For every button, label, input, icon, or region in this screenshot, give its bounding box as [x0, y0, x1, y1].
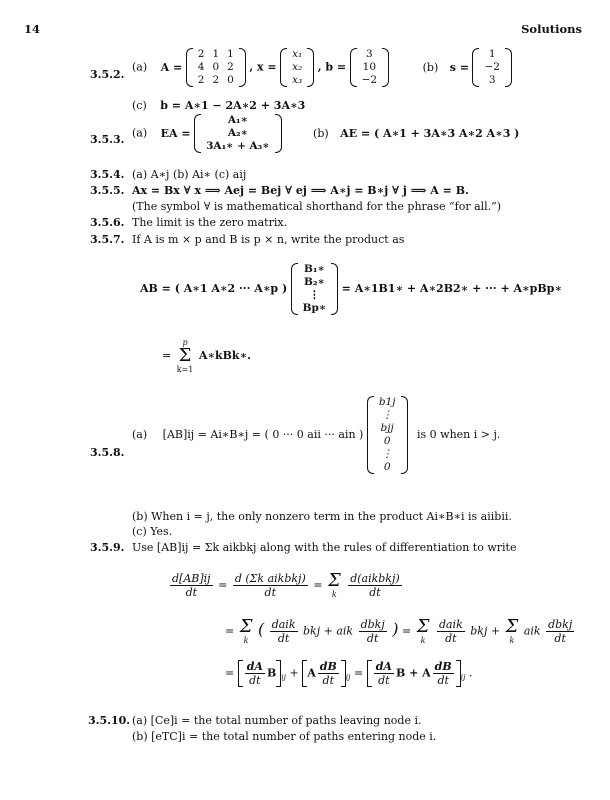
- problem-358-a: [132, 396, 500, 474]
- sum-upper: p: [182, 338, 188, 347]
- vector-b: [350, 48, 389, 87]
- matrix-A-entry: 4: [197, 61, 205, 73]
- part-b: (b): [313, 126, 329, 140]
- EA-lhs: EA =: [160, 126, 191, 140]
- s-lhs: s =: [449, 60, 469, 74]
- problem-355-line2: (The symbol ∀ is mathematical shorthand for the phrase “for all.”): [132, 200, 502, 213]
- matrix-A-entry: 2: [197, 48, 205, 60]
- problem-357-sum: = p Σ k=1 A∗kBk∗.: [162, 338, 251, 374]
- b-combination: b = A∗1 − 2A∗2 + 3A∗3: [160, 99, 306, 112]
- column-b-entry: 0: [383, 435, 391, 447]
- part-a: (a): [132, 126, 148, 140]
- page-header: [24, 22, 582, 38]
- problem-label-359: 3.5.9.: [90, 541, 125, 554]
- column-vector-b: [367, 396, 408, 474]
- part-a: (a): [132, 60, 148, 74]
- column-b-entry: 0: [383, 461, 391, 473]
- AE-expression: AE = ( A∗1 + 3A∗3 A∗2 A∗3 ): [340, 126, 520, 140]
- matrix-A-entry: 0: [227, 74, 234, 86]
- sum-symbol: p Σ k=1: [176, 338, 194, 374]
- column-b-entry: ⋮: [381, 409, 393, 421]
- AB-lhs: AB = ( A∗1 A∗2 ··· A∗p ): [140, 282, 288, 295]
- problem-355-line1: Ax = Bx ∀ x ⟹ Aej = Bej ∀ ej ⟹ A∗j = B∗j ∀ j ⟹ A = B.: [132, 184, 469, 197]
- vector-s-entry: −2: [484, 61, 500, 73]
- part-b: (b): [422, 60, 439, 74]
- problem-3510-a: (a) [Ce]i = the total number of paths leaving node i.: [132, 714, 422, 727]
- derivation-line-1: $\frac{d[AB]ij}{dt}$ = $\frac{\text{d (Σk aikbkj)}}{dt}$ = Σ k $\frac{\text{d(aikbkj)}}{dt}$: [172, 570, 400, 599]
- problem-label-355: 3.5.5.: [90, 184, 125, 197]
- problem-357-product: [140, 263, 562, 315]
- section-title: Solutions: [521, 22, 582, 36]
- matrix-B-row: Bp∗: [302, 302, 327, 314]
- matrix-A-entry: 2: [212, 74, 220, 86]
- matrix-B-rows: [291, 263, 338, 315]
- vector-b-entry: −2: [361, 74, 378, 86]
- problem-358-c: (c) Yes.: [132, 525, 173, 538]
- problem-label-357: 3.5.7.: [90, 233, 125, 246]
- rhs-text: is 0 when i > j.: [417, 428, 501, 441]
- problem-label-3510: 3.5.10.: [88, 714, 131, 727]
- A-lhs: A =: [160, 60, 183, 74]
- problem-359-text: Use [AB]ij = Σk aikbkj along with the rules of differentiation to write: [132, 541, 517, 554]
- matrix-EA-row: A₁∗: [227, 114, 248, 126]
- problem-label-356: 3.5.6.: [90, 216, 125, 229]
- matrix-EA-row: A₂∗: [227, 127, 248, 139]
- column-b-entry: b1j: [378, 396, 396, 408]
- problem-352-c: [132, 99, 305, 113]
- sum-term: A∗kBk∗.: [198, 349, 251, 362]
- problem-label-352: 3.5.2.: [90, 68, 125, 81]
- problem-358-b: (b) When i = j, the only nonzero term in the product Ai∗B∗i is aiibii.: [132, 510, 512, 523]
- part-a: (a): [132, 428, 148, 441]
- matrix-A-entry: 0: [212, 61, 220, 73]
- problem-353-line: [132, 114, 519, 153]
- matrix-EA: [194, 114, 281, 153]
- derivation-line-3: = $\frac{dA}{dt}$ B $_{ij}$ + A $\frac{dB}{dt}$ $_{ij}$ = $\frac{dA}{dt}$ B + A $\frac{dB}{dt}$ $_{ij}$ .: [225, 660, 473, 687]
- problem-354-text: (a) A∗j (b) Ai∗ (c) aij: [132, 168, 247, 181]
- lhs-expression: [AB]ij = Ai∗B∗j = ( 0 ··· 0 aii ··· ain ): [162, 428, 364, 441]
- problem-label-358: 3.5.8.: [90, 446, 125, 459]
- problem-label-353: 3.5.3.: [90, 133, 125, 146]
- x-lhs: , x =: [249, 60, 277, 74]
- part-c: (c): [132, 99, 147, 112]
- matrix-A-entry: 1: [227, 48, 234, 60]
- vector-x-entry: x₃: [292, 74, 303, 86]
- vector-s-entry: 3: [488, 74, 496, 86]
- problem-label-354: 3.5.4.: [90, 168, 125, 181]
- sum-lower: k=1: [176, 365, 194, 374]
- column-b-entry: bjj: [380, 422, 394, 434]
- vector-x: [280, 48, 314, 87]
- vector-b-entry: 10: [362, 61, 377, 73]
- problem-3510-b: (b) [eTC]i = the total number of paths entering node i.: [132, 730, 437, 743]
- vector-s-entry: 1: [488, 48, 496, 60]
- derivation-line-2: = Σ k ( $\frac{\text{daik}}{dt}$ bkj + aik $\frac{\text{dbkj}}{dt}$ ) = Σ k $\frac{\text{daik}}{dt}$ bkj + Σ k aik $\frac{\text{dbkj}}{dt}$: [225, 616, 573, 645]
- problem-356-text: The limit is the zero matrix.: [132, 216, 288, 229]
- vector-x-entry: x₁: [292, 48, 303, 60]
- vector-s: [472, 48, 511, 87]
- problem-352-line: [132, 48, 512, 87]
- column-b-entry: ⋮: [381, 448, 393, 460]
- page-number: 14: [24, 22, 41, 36]
- b-lhs: , b =: [317, 60, 347, 74]
- vector-b-entry: 3: [366, 48, 373, 60]
- AB-rhs: = A∗1B1∗ + A∗2B2∗ + ··· + A∗pBp∗: [341, 282, 562, 295]
- matrix-A-entry: 2: [227, 61, 234, 73]
- matrix-A: [186, 48, 246, 87]
- vector-x-entry: x₂: [292, 61, 303, 73]
- matrix-B-row: B₁∗: [304, 263, 325, 275]
- matrix-EA-row: 3A₁∗ + A₃∗: [206, 140, 270, 152]
- problem-357-text: If A is m × p and B is p × n, write the product as: [132, 233, 405, 246]
- matrix-B-row: ⋮: [309, 289, 320, 301]
- matrix-A-entry: 2: [197, 74, 205, 86]
- matrix-A-entry: 1: [212, 48, 220, 60]
- matrix-B-row: B₂∗: [304, 276, 325, 288]
